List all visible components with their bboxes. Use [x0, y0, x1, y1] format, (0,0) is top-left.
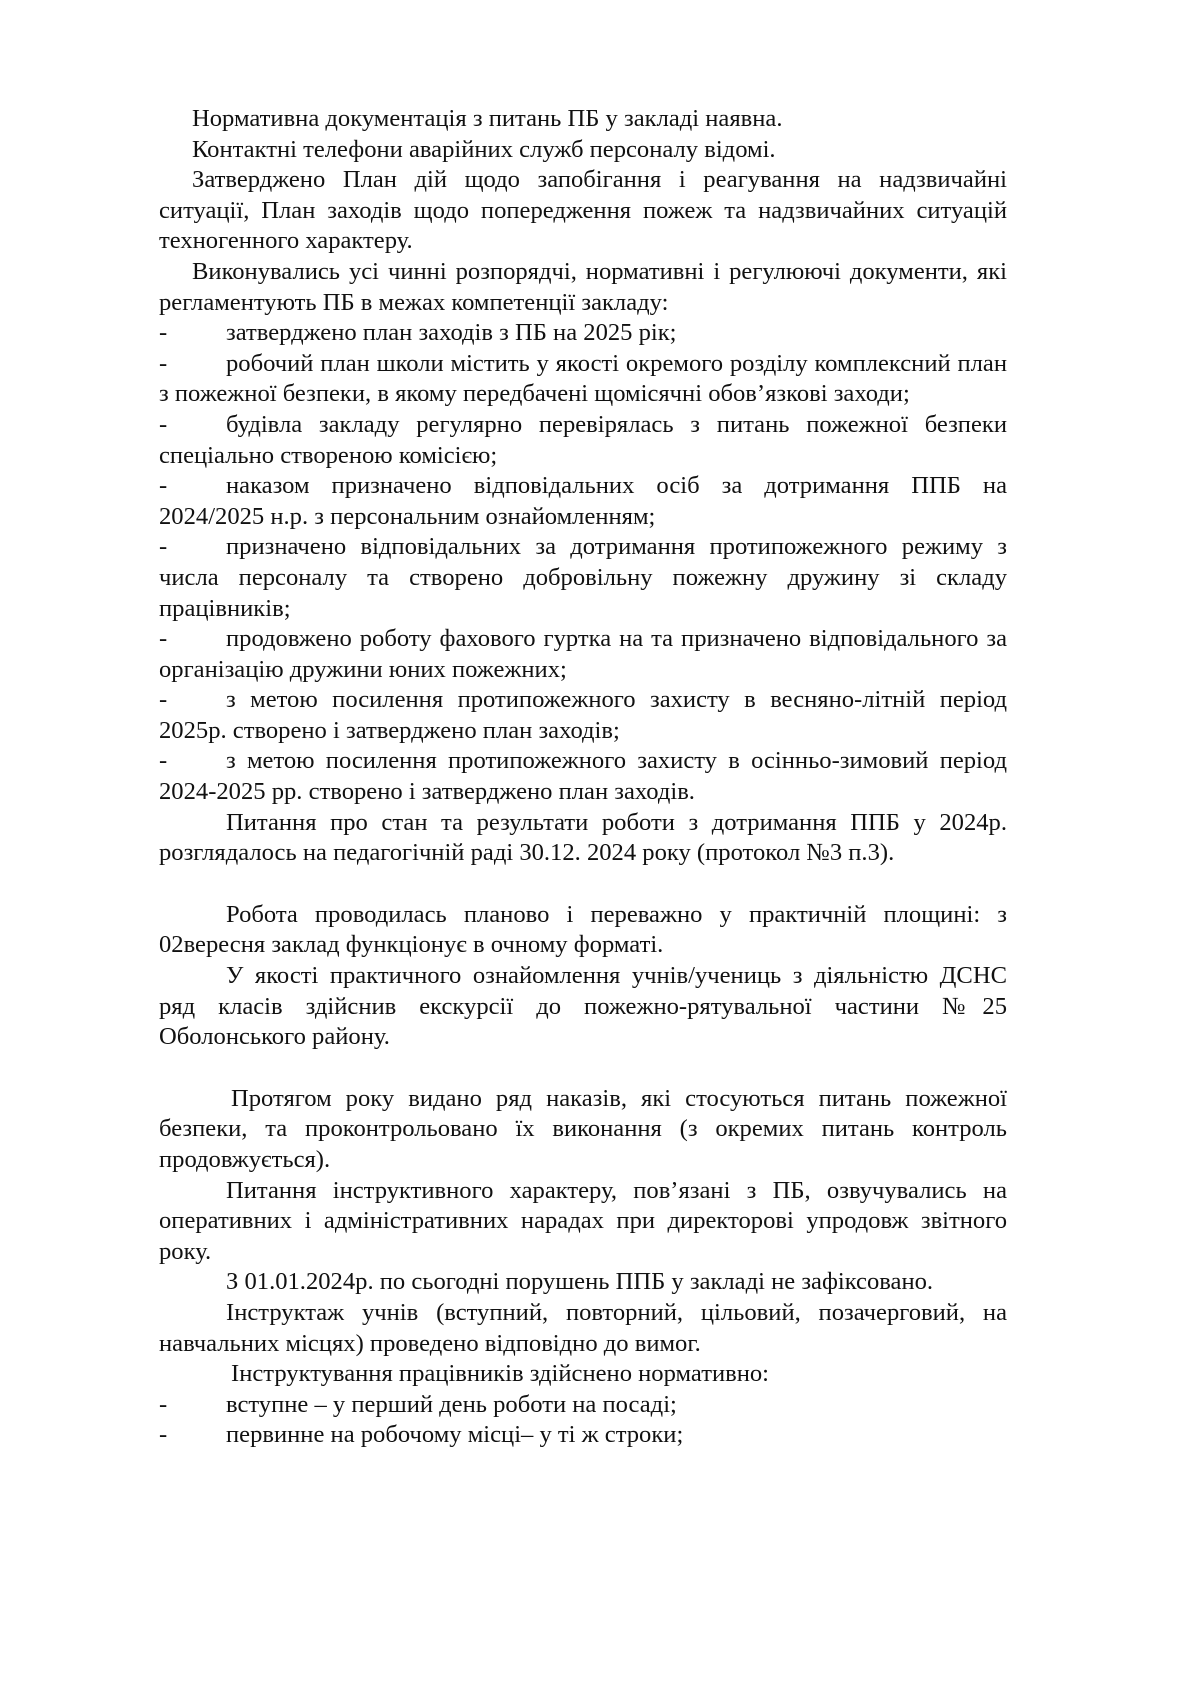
list-item-text: з метою посилення протипожежного захисту в весняно-літній період 2025р. створено і затверджено план заходів;	[159, 686, 1007, 744]
list-item	[159, 532, 1007, 624]
list-item	[159, 685, 1007, 746]
list-item-text: з метою посилення протипожежного захисту в осінньо-зимовий період 2024-2025 рр. створено і затверджено план заходів.	[159, 747, 1007, 806]
list-dash: -	[159, 410, 168, 438]
list-dash: -	[159, 1390, 168, 1418]
list-dash: -	[159, 319, 168, 347]
list-item	[159, 1420, 1007, 1451]
list-dash: -	[159, 349, 168, 377]
list-item	[159, 624, 1007, 685]
list-item-text: вступне – у перший день роботи на посаді;	[226, 1390, 677, 1418]
list-dash: -	[159, 686, 168, 714]
list-dash: -	[159, 1421, 168, 1449]
list-item-text: затверджено план заходів з ПБ на 2025 рік;	[226, 319, 677, 347]
paragraph: Робота проводилась планово і переважно у практичній площині: з 02вересня заклад функціонує в очному форматі.	[159, 900, 1007, 959]
list-item-text: призначено відповідальних за дотримання протипожежного режиму з числа персоналу та створено добровільну пожежну дружину зі складу працівників;	[159, 533, 1007, 622]
document-page	[159, 104, 1007, 1451]
list-item-text: наказом призначено відповідальних осіб за дотримання ППБ на 2024/2025 н.р. з персональним ознайомленням;	[159, 472, 1007, 530]
blank-line	[159, 869, 1007, 900]
list-item	[159, 318, 1007, 349]
list-dash: -	[159, 472, 168, 500]
list-item-text: продовжено роботу фахового гуртка на та призначено відповідального за організацію дружини юних пожежних;	[159, 625, 1007, 683]
paragraph: Нормативна документація з питань ПБ у закладі наявна.	[192, 105, 783, 132]
list-item	[159, 471, 1007, 532]
list-item	[159, 746, 1007, 807]
paragraph: Виконувались усі чинні розпорядчі, нормативні і регулюючі документи, які регламентують ПБ в межах компетенції закладу:	[159, 257, 1007, 316]
paragraph: Затверджено План дій щодо запобігання і реагування на надзвичайні ситуації, План заходів щодо попередження пожеж та надзвичайних ситуацій техногенного характеру.	[159, 166, 1007, 255]
list-item-text: робочий план школи містить у якості окремого розділу комплексний план з пожежної безпеки, в якому передбачені щомісячні обов’язкові заходи;	[159, 349, 1007, 408]
list-item	[159, 349, 1007, 410]
list-item-text: будівла закладу регулярно перевірялась з питань пожежної безпеки спеціально створеною комісією;	[159, 410, 1007, 469]
paragraph: Інструктування працівників здійснено нормативно:	[231, 1360, 770, 1388]
paragraph: Питання про стан та результати роботи з дотримання ППБ у 2024р. розглядалось на педагогічній раді 30.12. 2024 року (протокол №3 п.3).	[159, 808, 1007, 867]
list-item	[159, 1390, 1007, 1421]
paragraph: Протягом року видано ряд наказів, які стосуються питань пожежної безпеки, та проконтрольовано їх виконання (з окремих питань контроль продовжується).	[159, 1084, 1007, 1173]
list-dash: -	[159, 533, 168, 561]
paragraph: Контактні телефони аварійних служб персоналу відомі.	[192, 135, 776, 163]
paragraph: З 01.01.2024р. по сьогодні порушень ППБ у закладі не зафіксовано.	[226, 1268, 934, 1296]
blank-line	[159, 1053, 1007, 1084]
list-item-text: первинне на робочому місці– у ті ж строки;	[226, 1421, 684, 1449]
paragraph: Інструктаж учнів (вступний, повторний, цільовий, позачерговий, на навчальних місцях) проведено відповідно до вимог.	[159, 1298, 1007, 1357]
paragraph: Питання інструктивного характеру, пов’язані з ПБ, озвучувались на оперативних і адміністративних нарадах при директорові упродовж звітного року.	[159, 1176, 1007, 1265]
list-item	[159, 410, 1007, 471]
list-dash: -	[159, 625, 168, 653]
paragraph: У якості практичного ознайомлення учнів/учениць з діяльністю ДСНС ряд класів здійснив екскурсії до пожежно-рятувальної частини №25 Оболонського району.	[159, 962, 1007, 1051]
list-dash: -	[159, 747, 168, 775]
